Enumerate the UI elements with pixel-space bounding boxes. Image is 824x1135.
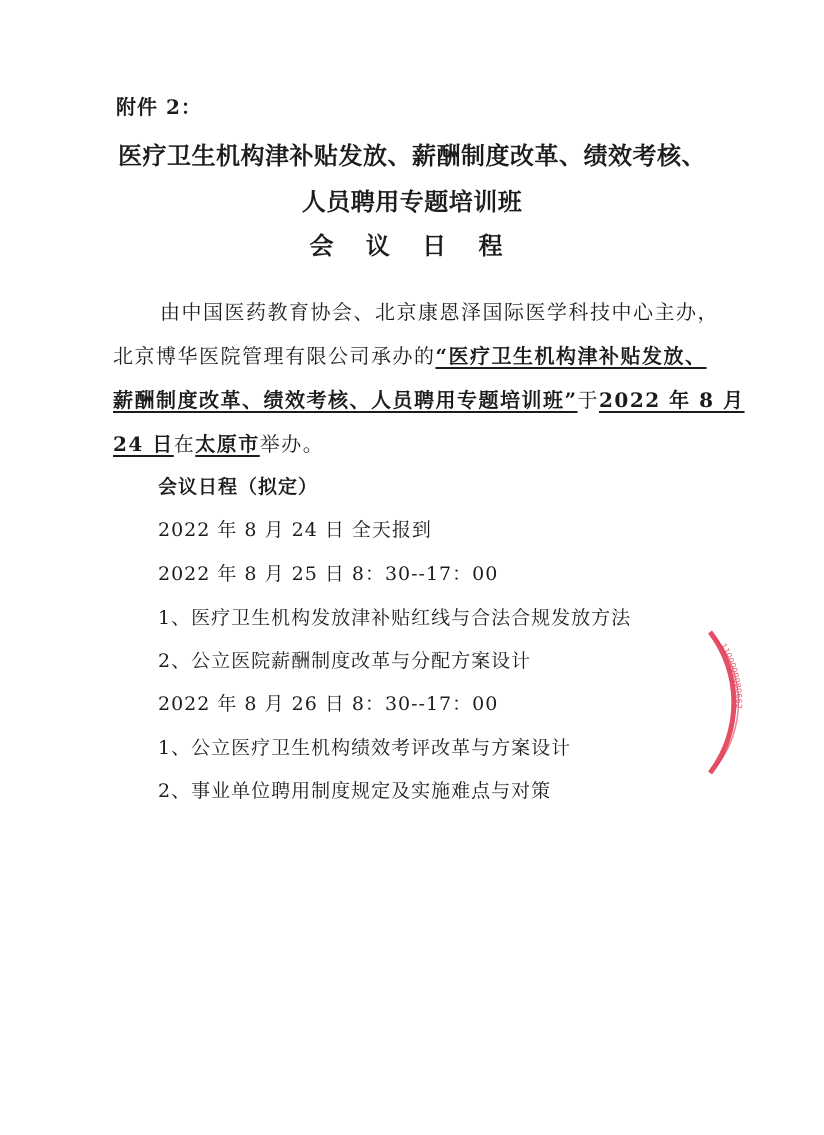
intro-line-1: 由中国医药教育协会、北京康恩泽国际医学科技中心主办， [160, 300, 719, 324]
title-line-1: 医疗卫生机构津补贴发放、薪酬制度改革、绩效考核、 [118, 141, 706, 170]
attachment-label: 附件 2： [116, 95, 202, 119]
event-date-part-1: 2022 年 8 月 [599, 388, 745, 412]
intro-paragraph [113, 290, 753, 466]
intro-line-3 [113, 378, 753, 422]
intro-line-4 [113, 422, 753, 466]
event-city: 太原市 [195, 432, 260, 456]
seal-number: 1100000080662 [718, 641, 744, 710]
schedule-item: 2022 年 8 月 25 日 8：30--17：00 [158, 563, 499, 585]
schedule-item: 2022 年 8 月 24 日 全天报到 [158, 519, 432, 541]
organizer-text: 北京博华医院管理有限公司承办的 [113, 344, 436, 368]
connector-text: 于 [577, 388, 600, 412]
schedule-item: 2022 年 8 月 26 日 8：30--17：00 [158, 693, 499, 715]
location-prefix: 在 [173, 432, 196, 456]
schedule-item: 1、公立医疗卫生机构绩效考评改革与方案设计 [158, 737, 572, 759]
title-line-3: 会 议 日 程 [309, 231, 515, 260]
svg-text:1100000080662 [719, 642, 744, 709]
event-date-part-2: 24 日 [113, 432, 174, 456]
intro-line-2 [113, 334, 753, 378]
official-seal-stamp [706, 630, 766, 775]
title-line-2: 人员聘用专题培训班 [301, 187, 523, 216]
schedule-item: 1、医疗卫生机构发放津补贴红线与合法合规发放方法 [158, 607, 632, 629]
course-title-part-2: 薪酬制度改革、绩效考核、人员聘用专题培训班” [113, 388, 578, 412]
schedule-heading: 会议日程（拟定） [158, 476, 319, 498]
location-suffix: 举办。 [259, 432, 325, 456]
schedule-item: 2、事业单位聘用制度规定及实施难点与对策 [158, 780, 552, 802]
schedule-item: 2、公立医院薪酬制度改革与分配方案设计 [158, 650, 532, 672]
course-title-part-1: “医疗卫生机构津补贴发放、 [435, 344, 707, 368]
